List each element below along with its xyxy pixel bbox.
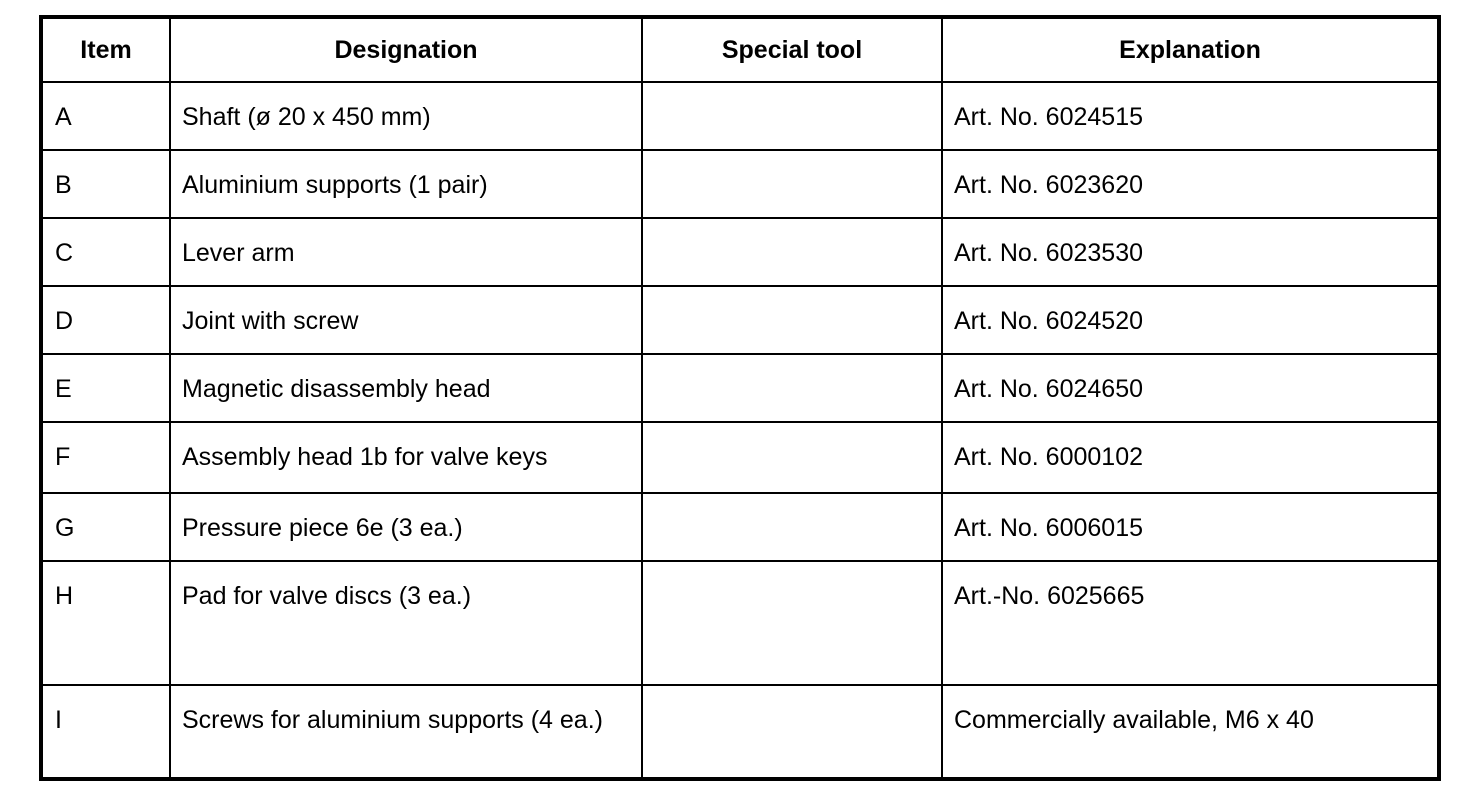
cell-designation: Lever arm bbox=[170, 218, 642, 286]
table-row bbox=[41, 82, 1439, 150]
cell-designation: Aluminium supports (1 pair) bbox=[170, 150, 642, 218]
cell-special-tool bbox=[642, 82, 942, 150]
cell-item: E bbox=[41, 354, 170, 422]
cell-explanation: Art.-No. 6025665 bbox=[942, 561, 1439, 685]
cell-item: B bbox=[41, 150, 170, 218]
cell-explanation: Art. No. 6023620 bbox=[942, 150, 1439, 218]
cell-designation: Magnetic disassembly head bbox=[170, 354, 642, 422]
table-row bbox=[41, 685, 1439, 779]
cell-designation: Pressure piece 6e (3 ea.) bbox=[170, 493, 642, 561]
cell-special-tool bbox=[642, 422, 942, 493]
cell-item: H bbox=[41, 561, 170, 685]
table-row bbox=[41, 218, 1439, 286]
cell-designation: Assembly head 1b for valve keys bbox=[170, 422, 642, 493]
cell-special-tool bbox=[642, 286, 942, 354]
table-row bbox=[41, 493, 1439, 561]
cell-designation: Screws for aluminium supports (4 ea.) bbox=[170, 685, 642, 779]
cell-explanation: Art. No. 6006015 bbox=[942, 493, 1439, 561]
cell-item: A bbox=[41, 82, 170, 150]
cell-explanation: Art. No. 6000102 bbox=[942, 422, 1439, 493]
cell-special-tool bbox=[642, 561, 942, 685]
header-explanation: Explanation bbox=[942, 17, 1439, 82]
special-tools-table bbox=[39, 15, 1441, 781]
cell-special-tool bbox=[642, 685, 942, 779]
cell-designation: Joint with screw bbox=[170, 286, 642, 354]
cell-explanation: Art. No. 6024515 bbox=[942, 82, 1439, 150]
cell-explanation: Art. No. 6024520 bbox=[942, 286, 1439, 354]
table-row bbox=[41, 354, 1439, 422]
cell-item: G bbox=[41, 493, 170, 561]
header-special-tool: Special tool bbox=[642, 17, 942, 82]
cell-item: F bbox=[41, 422, 170, 493]
header-item: Item bbox=[41, 17, 170, 82]
header-designation: Designation bbox=[170, 17, 642, 82]
cell-item: I bbox=[41, 685, 170, 779]
table-row bbox=[41, 561, 1439, 685]
cell-explanation: Art. No. 6024650 bbox=[942, 354, 1439, 422]
cell-designation: Pad for valve discs (3 ea.) bbox=[170, 561, 642, 685]
cell-explanation: Commercially available, M6 x 40 bbox=[942, 685, 1439, 779]
cell-special-tool bbox=[642, 493, 942, 561]
cell-special-tool bbox=[642, 354, 942, 422]
cell-item: D bbox=[41, 286, 170, 354]
table-row bbox=[41, 286, 1439, 354]
cell-special-tool bbox=[642, 218, 942, 286]
table-row bbox=[41, 422, 1439, 493]
cell-designation: Shaft (ø 20 x 450 mm) bbox=[170, 82, 642, 150]
cell-explanation: Art. No. 6023530 bbox=[942, 218, 1439, 286]
table-row bbox=[41, 150, 1439, 218]
cell-item: C bbox=[41, 218, 170, 286]
cell-special-tool bbox=[642, 150, 942, 218]
table-header-row bbox=[41, 17, 1439, 82]
